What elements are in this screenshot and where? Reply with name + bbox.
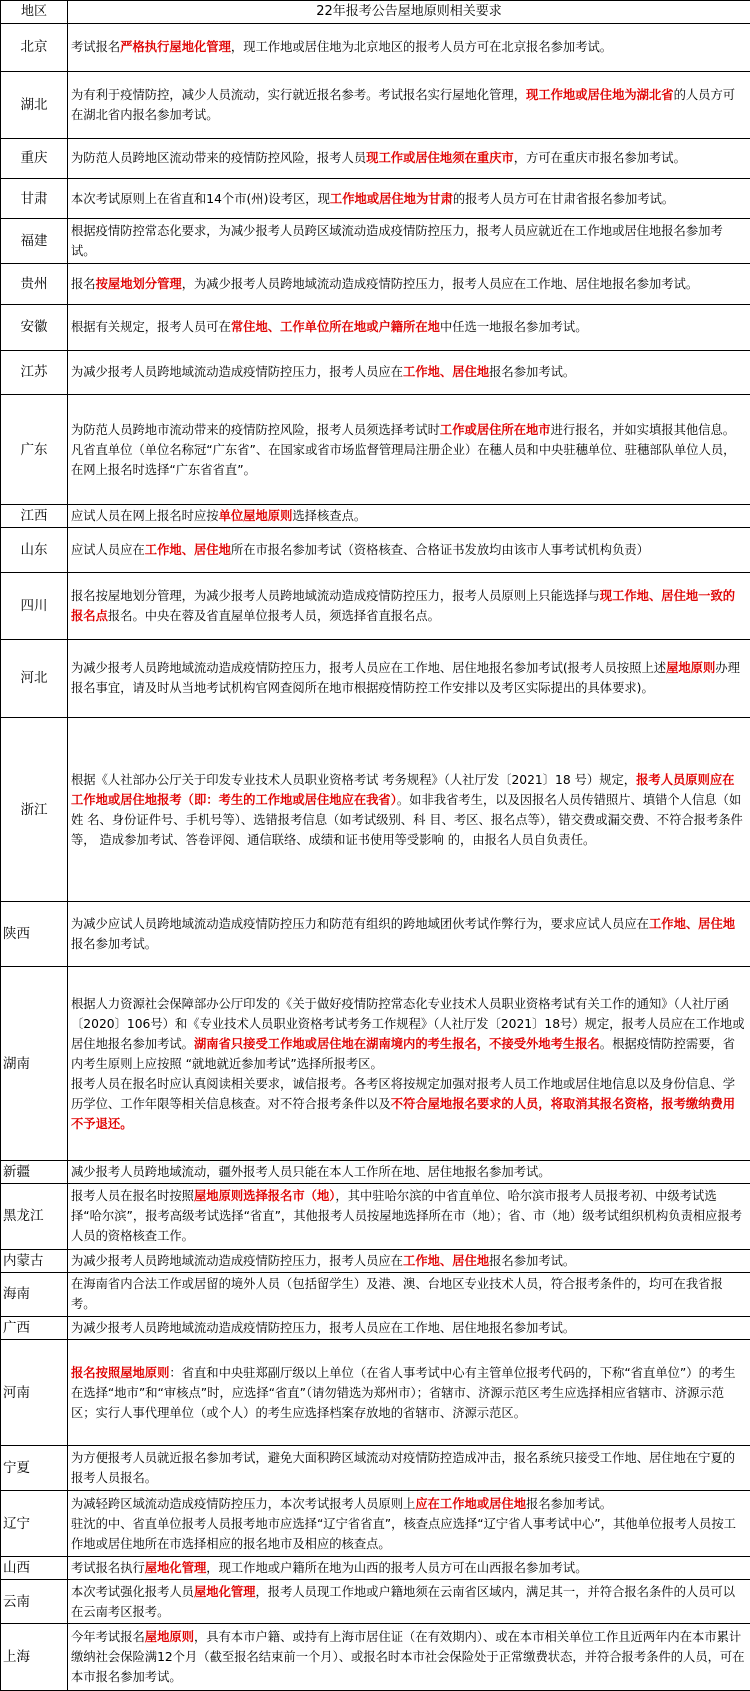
table-row	[1, 1624, 750, 1691]
region-cell: 福建	[1, 219, 68, 264]
requirement-text: ，具有本市户籍、或持有上海市居住证（在有效期内）、或在本市相关单位工作且近两年内在本市累计缴纳社会保险满12个月（截至报名结束前一个月）、或报名时本市社会保险处于正常缴费状态，并符合报考条件的人员，可在本市报名参加考试。	[71, 1630, 745, 1685]
requirement-cell	[68, 1249, 750, 1272]
region-cell: 海南	[1, 1272, 68, 1317]
table-row	[1, 1446, 750, 1491]
emphasized-text: 按屋地划分管理	[95, 276, 182, 291]
emphasized-text: 工作地、居住地	[144, 542, 231, 557]
requirement-cell	[68, 263, 750, 304]
requirement-text: 应试人员在网上报名时应按	[71, 508, 219, 523]
requirement-text: 为减轻跨区域流动造成疫情防控压力，本次考试报考人员原则上	[71, 1496, 416, 1511]
requirement-text: 报名参加考试。	[526, 1496, 613, 1511]
emphasized-text: 屋地原则选择报名市（地）	[193, 1189, 336, 1204]
requirement-text: 为减少报考人员跨地域流动造成疫情防控压力，报考人员应在	[71, 365, 404, 380]
emphasized-text: 现工作或居住地须在重庆市	[366, 151, 514, 166]
region-cell: 浙江	[1, 717, 68, 902]
region-cell: 贵州	[1, 263, 68, 304]
requirement-text: 为减少报考人员跨地域流动造成疫情防控压力，报考人员应在工作地、居住地报名参加考试(报考人员按照上述	[71, 661, 667, 676]
requirement-text: 报名	[71, 276, 96, 291]
requirement-text: ，现工作地或居住地为北京地区的报考人员方可在北京报名参加考试。	[230, 40, 613, 55]
region-cell: 河南	[1, 1339, 68, 1445]
requirement-text: 考试报名	[71, 40, 121, 55]
region-cell: 陕西	[1, 902, 68, 967]
requirement-text: 进行报名，并如实填报其他信息。凡省直单位（单位名称冠“广东省”、在国家或省市场监督管理局注册企业）在穗人员和中央驻穗单位、驻穗部队单位人员，在网上报名时选择“广东省省直”。	[71, 422, 736, 477]
requirement-text: ，为减少报考人员跨地域流动造成疫情防控压力，报考人员应在工作地、居住地报名参加考试。	[181, 276, 699, 291]
requirement-text: ：省直和中央驻郑副厅级以上单位（在省人事考试中心有主管单位报考代码的，下称“省直单位”）的考生在选择“地市”和“审核点”时，应选择“省直”（请勿错选为郑州市）；省辖市、济源示范区考生应选择相应省辖市、济源示范区；实行人事代理单位（或个人）的考生应选择档案存放地的省辖市、济源示范区。	[71, 1365, 736, 1420]
region-cell: 湖北	[1, 71, 68, 138]
requirement-text: 今年考试报名	[71, 1630, 145, 1645]
region-cell: 云南	[1, 1579, 68, 1624]
requirement-cell	[68, 305, 750, 351]
requirement-text: 驻沈的中、省直单位报考人员报考地市应选择“辽宁省省直”，核查点应选择“辽宁省人事考试中心”，其他单位报考人员按工作地或居住地所在市选择相应的报名地市及相应的核查点。	[71, 1516, 736, 1551]
requirement-cell	[68, 1339, 750, 1445]
requirement-text: ，其中驻哈尔滨的中省直单位、哈尔滨市报考人员报考初、中级考试选择“哈尔滨”，报考高级考试选择“省直”，其他报考人员按屋地选择所在市（地）；省、市（地）级考试组织机构负责相应报考人员的资格核查工作。	[71, 1189, 743, 1244]
requirement-text: 为防范人员跨地区流动带来的疫情防控风险，报考人员	[71, 151, 367, 166]
table-row	[1, 138, 750, 178]
region-cell: 北京	[1, 23, 68, 71]
emphasized-text: 工作地、居住地	[403, 1253, 490, 1268]
requirement-text: 办理报名事宜，请及时从当地考试机构官网查阅所在地市根据疫情防控工作安排以及考区实际提出的具体要求)。	[71, 661, 740, 696]
requirement-cell	[68, 504, 750, 527]
requirement-text: 报考人员在报名时应认真阅读相关要求，诚信报考。各考区将按规定加强对报考人员工作地或居住地信息以及身份信息、学历学位、工作年限等相关信息核查。对不符合报考条件以及	[71, 1076, 736, 1111]
emphasized-text: 工作地、居住地	[403, 365, 490, 380]
table-row	[1, 573, 750, 639]
requirement-text: 减少报考人员跨地域流动，疆外报考人员只能在本人工作所在地、居住地报名参加考试。	[71, 1164, 551, 1179]
table-row	[1, 1183, 750, 1249]
emphasized-text: 现工作地或居住地为湖北省	[526, 87, 674, 102]
emphasized-text: 工作或居住所在地市	[439, 422, 551, 437]
requirement-text: 选择核查点。	[292, 508, 367, 523]
requirement-cell	[68, 1446, 750, 1491]
requirement-text: 中任选一地报名参加考试。	[439, 320, 588, 335]
requirement-cell	[68, 23, 750, 71]
region-cell: 重庆	[1, 138, 68, 178]
requirement-text: 报名参加考试。	[71, 937, 158, 952]
table-row	[1, 639, 750, 717]
table-row	[1, 717, 750, 902]
requirement-text: 考试报名执行	[71, 1561, 145, 1576]
requirement-text: 应试人员应在	[71, 542, 145, 557]
table-row	[1, 179, 750, 219]
requirement-cell	[68, 71, 750, 138]
region-column-header: 地区	[1, 1, 68, 24]
requirement-text: 为减少应试人员跨地域流动造成疫情防控压力和防范有组织的跨地域团伙考试作弊行为，要求应试人员应在	[71, 917, 649, 932]
requirement-cell	[68, 395, 750, 505]
requirement-cell	[68, 902, 750, 967]
requirement-text: ，方可在重庆市报名参加考试。	[513, 151, 686, 166]
requirement-cell	[68, 1490, 750, 1556]
emphasized-text: 湖南省只接受工作地或居住地在湖南境内的考生报名，不接受外地考生报名	[193, 1036, 600, 1051]
table-row	[1, 350, 750, 395]
region-cell: 广西	[1, 1317, 68, 1340]
table-row	[1, 23, 750, 71]
region-cell: 广东	[1, 395, 68, 505]
emphasized-text: 工作地或居住地为甘肃	[329, 191, 453, 206]
emphasized-text: 严格执行屋地化管理	[120, 40, 231, 55]
region-cell: 山东	[1, 527, 68, 573]
region-cell: 黑龙江	[1, 1183, 68, 1249]
requirement-text: 报名参加考试。	[489, 1253, 576, 1268]
table-row	[1, 1490, 750, 1556]
table-row	[1, 395, 750, 505]
table-row	[1, 1249, 750, 1272]
emphasized-text: 屋地原则	[666, 661, 716, 676]
requirement-text: 本次考试强化报考人员	[71, 1584, 194, 1599]
requirement-text: 根据人力资源社会保障部办公厅印发的《关于做好疫情防控常态化专业技术人员职业资格考试有关工作的通知》（人社厅函〔2020〕106号）和《专业技术人员职业资格考试考务工作规程》（人社厅发〔2021〕18号）规定，报考人员应在工作地或居住地报名参加考试。	[71, 996, 745, 1051]
region-cell: 安徽	[1, 305, 68, 351]
requirement-text: 报名按屋地划分管理，为减少报考人员跨地域流动造成疫情防控压力，报考人员原则上只能选择与	[71, 588, 600, 603]
emphasized-text: 工作地、居住地	[648, 917, 736, 932]
requirement-text: 为方便报考人员就近报名参加考试，避免大面积跨区域流动对疫情防控造成冲击，报名系统只接受工作地、居住地在宁夏的报考人员报名。	[71, 1451, 736, 1486]
requirement-text: ，现工作地或户籍所在地为山西的报考人员方可在山西报名参加考试。	[206, 1561, 588, 1576]
region-cell: 宁夏	[1, 1446, 68, 1491]
table-row	[1, 1160, 750, 1183]
table-row	[1, 1579, 750, 1624]
emphasized-text: 现工作地、居住地一致的报名点	[71, 588, 736, 623]
requirement-text: 在海南省内合法工作或居留的境外人员（包括留学生）及港、澳、台地区专业技术人员，符合报考条件的，均可在我省报考。	[71, 1277, 723, 1312]
table-row	[1, 71, 750, 138]
requirement-cell	[68, 639, 750, 717]
table-row	[1, 1339, 750, 1445]
emphasized-text: 屋地化管理	[193, 1584, 256, 1599]
requirement-cell	[68, 350, 750, 395]
requirement-text: 为减少报考人员跨地域流动造成疫情防控压力，报考人员应在	[71, 1253, 404, 1268]
requirement-cell	[68, 967, 750, 1160]
region-cell: 内蒙古	[1, 1249, 68, 1272]
emphasized-text: 屋地原则	[144, 1630, 194, 1645]
requirement-text: 为有利于疫情防控，减少人员流动，实行就近报名参考。考试报名实行屋地化管理，	[71, 87, 526, 102]
requirement-text: 报名。中央在蓉及省直屋单位报考人员，须选择省直报名点。	[107, 608, 440, 623]
region-cell: 山西	[1, 1557, 68, 1580]
requirement-text: 根据有关规定，报考人员可在	[71, 320, 231, 335]
requirement-text: 。根据疫情防控需要，省内考生原则上应按照 “就地就近参加考试”选择所报考区。	[71, 1036, 736, 1071]
header-row	[1, 1, 750, 24]
requirement-text: 报名参加考试。	[489, 365, 576, 380]
region-cell: 湖南	[1, 967, 68, 1160]
table-row	[1, 1272, 750, 1317]
region-cell: 上海	[1, 1624, 68, 1691]
requirement-text: 根据疫情防控常态化要求，为减少报考人员跨区域流动造成疫情防控压力，报考人员应就近在工作地或居住地报名参加考试。	[71, 224, 723, 258]
requirement-cell	[68, 1160, 750, 1183]
table-row	[1, 1317, 750, 1340]
requirement-text: 报考人员在报名时按照	[71, 1189, 194, 1204]
table-row	[1, 902, 750, 967]
region-cell: 江苏	[1, 350, 68, 395]
requirement-text: 为减少报考人员跨地域流动造成疫情防控压力，报考人员应在工作地、居住地报名参加考试。	[71, 1321, 576, 1336]
region-cell: 河北	[1, 639, 68, 717]
region-cell: 四川	[1, 573, 68, 639]
emphasized-text: 不符合屋地报名要求的人员，将取消其报名资格，报考缴纳费用不予退还。	[71, 1096, 736, 1131]
requirement-cell	[68, 1624, 750, 1691]
region-cell: 辽宁	[1, 1490, 68, 1556]
region-cell: 新疆	[1, 1160, 68, 1183]
emphasized-text: 应在工作地或居住地	[415, 1496, 527, 1511]
requirement-text: 所在市报名参加考试（资格核查、合格证书发放均由该市人事考试机构负责）	[230, 542, 649, 557]
emphasized-text: 常住地、工作单位所在地或户籍所在地	[230, 320, 440, 335]
region-cell: 江西	[1, 504, 68, 527]
table-title: 22年报考公告屋地原则相关要求	[68, 1, 750, 24]
requirement-cell	[68, 1183, 750, 1249]
requirement-text: 的人员方可在湖北省内报名参加考试。	[71, 87, 736, 122]
requirement-cell	[68, 1317, 750, 1340]
requirement-text: 根据《人社部办公厅关于印发专业技术人员职业资格考试 考务规程》（人社厅发〔2021〕18 号）规定，	[71, 772, 637, 787]
requirement-cell	[68, 573, 750, 639]
emphasized-text: 报考人员原则应在 工作地或居住地报考（即：考生的工作地或居住地应在我省）	[71, 772, 735, 807]
table-row	[1, 305, 750, 351]
requirement-text: 。如非我省考生，以及因报名人员传错照片、填错个人信息（如姓 名、身份证件号、手机号等）、选错报考信息（如考试级别、科 目、考区、报名点等），错交费或漏交费、不符合报考条件等， 造成参加考试、答卷评阅、通信联络、成绩和证书使用等受影响 的，由报名人员自负责任。	[71, 792, 743, 847]
table-row	[1, 219, 750, 264]
requirement-cell	[68, 1579, 750, 1624]
requirement-cell	[68, 527, 750, 573]
emphasized-text: 屋地化管理	[144, 1561, 207, 1576]
requirement-cell	[68, 717, 750, 902]
requirement-cell	[68, 138, 750, 178]
requirement-cell	[68, 1272, 750, 1317]
requirement-text: 本次考试原则上在省直和14个市(州)设考区，现	[71, 191, 330, 206]
requirement-cell	[68, 179, 750, 219]
requirement-text: ，报考人员现工作地或户籍地须在云南省区域内，满足其一，并符合报名条件的人员可以在云南考区报考。	[71, 1584, 736, 1619]
region-cell: 甘肃	[1, 179, 68, 219]
table-row	[1, 527, 750, 573]
requirement-text: 为防范人员跨地市流动带来的疫情防控风险，报考人员须选择考试时	[71, 422, 440, 437]
table-row	[1, 504, 750, 527]
table-row	[1, 967, 750, 1160]
emphasized-text: 报名按照屋地原则	[71, 1365, 170, 1380]
requirement-cell	[68, 1557, 750, 1580]
emphasized-text: 单位屋地原则	[218, 508, 293, 523]
table-row	[1, 263, 750, 304]
requirement-cell	[68, 219, 750, 264]
requirement-text: 的报考人员方可在甘肃省报名参加考试。	[452, 191, 675, 206]
table-row	[1, 1557, 750, 1580]
